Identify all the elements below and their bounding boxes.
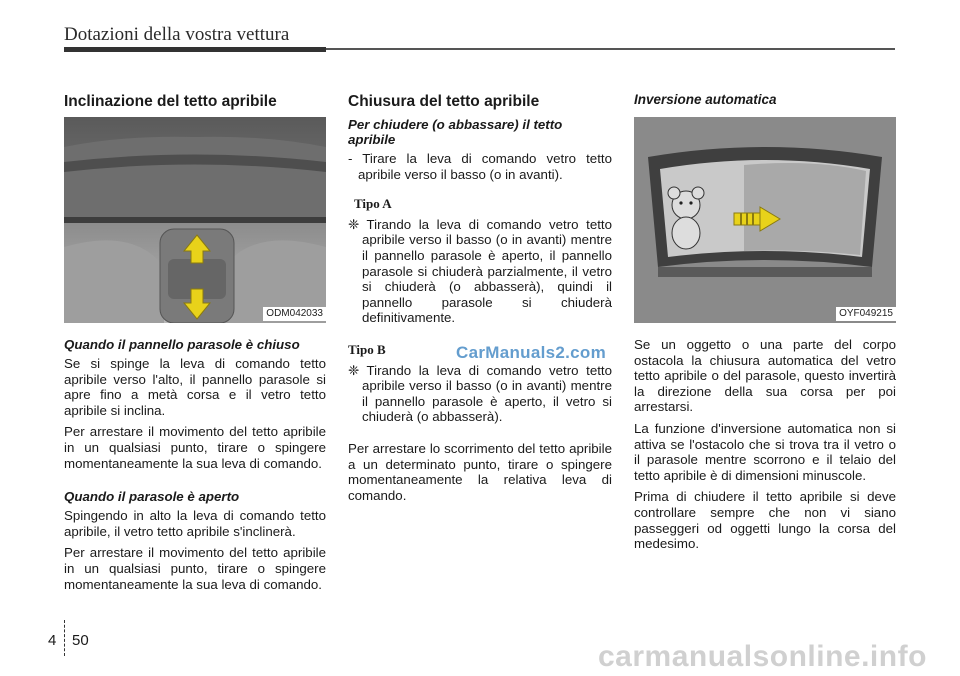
type-label-b: Tipo B: [348, 341, 386, 357]
paragraph: Per arrestare il movimento del tetto apribile in un qualsiasi punto, tirare o spingere momentaneamente la sua leva di comando.: [64, 545, 326, 592]
type-label-a: Tipo A: [354, 196, 392, 212]
paragraph: La funzione d'inversione automatica non si attiva se l'ostacolo che si trova tra il vetro o il parasole mentre scorrono e il telaio del tetto apribile è di dimensioni minuscole.: [634, 420, 896, 483]
list-item: - Tirare la leva di comando vetro tetto apribile verso il basso (o in avanti).: [348, 151, 612, 182]
column-2: [348, 92, 612, 509]
figure-code: ODM042033: [263, 307, 326, 321]
paragraph: Prima di chiudere il tetto apribile si deve controllare sempre che non vi siano passeggeri od oggetti lungo la corsa del medesimo.: [634, 489, 896, 552]
figure-code: OYF049215: [836, 307, 896, 321]
page-number: 50: [72, 632, 89, 649]
auto-reverse-figure: [634, 117, 896, 323]
footer-site-watermark: carmanualsonline.info: [598, 640, 927, 673]
subheading-parasole-chiuso: Quando il pannello parasole è chiuso: [64, 337, 300, 352]
auto-reverse-illustration: [634, 117, 896, 323]
chapter-number: 4: [48, 632, 57, 649]
footer-divider: [64, 620, 66, 656]
page-header-title: Dotazioni della vostra vettura: [64, 24, 290, 45]
subheading-parasole-aperto: Quando il parasole è aperto: [64, 489, 240, 505]
paragraph: Per arrestare il movimento del tetto apribile in un qualsiasi punto, tirare o spingere momentaneamente la sua leva di comando.: [64, 424, 326, 471]
paragraph: Se un oggetto o una parte del corpo ostacola la chiusura automatica del vetro tetto apribile o del parasole, questo invertirà la direzione della sua corsa per poi arrestarsi.: [634, 337, 896, 415]
subheading-inversione: Inversione automatica: [634, 92, 777, 107]
subheading-per-chiudere: Per chiudere (o abbassare) il tetto apribile: [348, 117, 563, 147]
section-heading-chiusura: Chiusura del tetto apribile: [348, 93, 540, 110]
column-3: [634, 92, 896, 558]
sunroof-switch-figure: [64, 117, 326, 323]
note-item: ❈ Tirando la leva di comando vetro tetto apribile verso il basso (o in avanti) mentre il pannello parasole è aperto, il pannello parasole si chiuderà parzialmente, il vetro si chiuderà (o abbasserà), quindi il pannello parasole si chiuderà definitivamente.: [348, 216, 612, 326]
note-item: ❈ Tirando la leva di comando vetro tetto apribile verso il basso (o in avanti) mentre il pannello parasole è aperto, il vetro si chiuderà (o abbasserà).: [348, 362, 612, 425]
watermark-logo: CarManuals2.com: [456, 343, 606, 362]
column-1: [64, 92, 326, 598]
paragraph: Se si spinge la leva di comando tetto apribile verso l'alto, il pannello parasole si apre fino a metà corsa e il vetro tetto apribile si inclina.: [64, 356, 326, 418]
header-rule-accent: [64, 47, 326, 52]
paragraph: Spingendo in alto la leva di comando tetto apribile, il vetro tetto apribile s'inclinerà.: [64, 508, 326, 539]
paragraph: Per arrestare lo scorrimento del tetto apribile a un determinato punto, tirare o spingere momentaneamente la relativa leva di comando.: [348, 440, 612, 503]
section-heading-inclinazione: Inclinazione del tetto apribile: [64, 93, 277, 110]
sunroof-switch-illustration: [64, 117, 326, 323]
